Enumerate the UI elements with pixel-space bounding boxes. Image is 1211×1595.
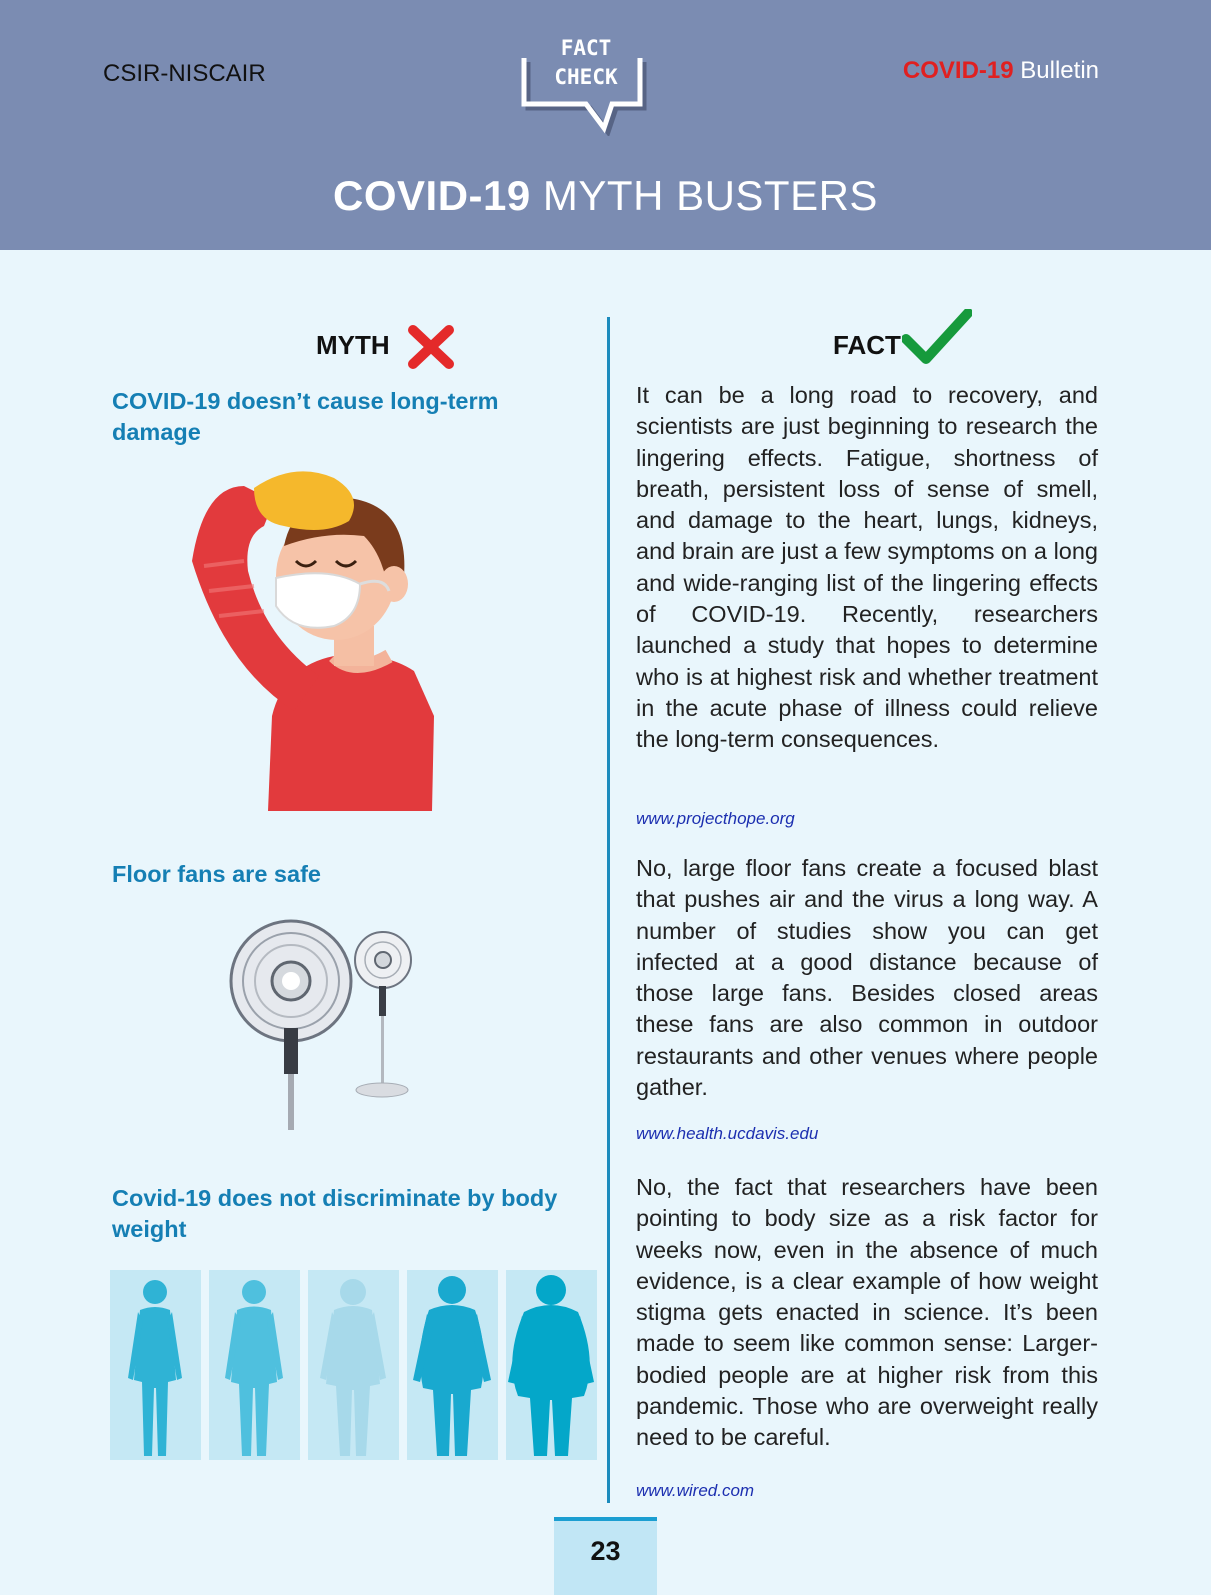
myth-3-title: Covid-19 does not discriminate by body weight bbox=[112, 1185, 558, 1242]
body-weight-illustration bbox=[110, 1270, 597, 1460]
column-divider bbox=[607, 317, 610, 1503]
bulletin-word: Bulletin bbox=[1013, 57, 1099, 84]
header-band bbox=[0, 0, 1211, 250]
page-number: 23 bbox=[554, 1517, 657, 1595]
title-bold: COVID-19 bbox=[333, 172, 531, 219]
bulletin-label bbox=[903, 57, 1099, 85]
sick-person-illustration bbox=[184, 466, 444, 811]
fact-check-line2: CHECK bbox=[554, 65, 618, 89]
fact-3-source[interactable]: www.wired.com bbox=[636, 1481, 755, 1500]
fact-header bbox=[833, 330, 901, 361]
fact-1-text: It can be a long road to recovery, and scientists are just beginning to research the lingering effects. Fatigue, shortness of breath, persistent loss of sense of smell, and damage to the heart, lungs, kidneys, and brain are just a few symptoms on a long and wide-ranging list of the lingering effects of COVID-19. Recently, researchers launched a study that hopes to determine who is at highest risk and whether treatment in the acute phase of illness could relieve the long-term consequences. bbox=[636, 382, 1098, 753]
page-title bbox=[0, 172, 1211, 220]
myth-header bbox=[316, 330, 390, 361]
myth-2-title: Floor fans are safe bbox=[112, 861, 321, 887]
fact-label: FACT bbox=[833, 330, 901, 360]
fact-2-source[interactable]: www.health.ucdavis.edu bbox=[636, 1124, 819, 1143]
fact-check-logo bbox=[516, 32, 656, 136]
fact-1-source[interactable]: www.projecthope.org bbox=[636, 809, 795, 828]
floor-fans-illustration bbox=[228, 918, 428, 1130]
fact-check-line1: FACT bbox=[560, 36, 612, 60]
bulletin-covid: COVID-19 bbox=[902, 57, 1014, 84]
myth-label: MYTH bbox=[316, 330, 390, 360]
fact-3-text: No, the fact that researchers have been pointing to body size as a risk factor for weeks now, even in the absence of much evidence, is a clear example of how weight stigma gets enacted in science. It’s been made to seem like common sense: Larger-bodied people are at higher risk from this pandemic. Those who are overweight really need to be careful. bbox=[636, 1174, 1098, 1451]
publisher-name: CSIR-NISCAIR bbox=[103, 60, 266, 87]
fact-2-text: No, large floor fans create a focused blast that pushes air and the virus a long way. A number of studies show you can get infected at a good distance because of those large fans. Besides closed areas these fans are also common in outdoor restaurants and other venues where people gather. bbox=[636, 855, 1098, 1101]
myth-1-title: COVID-19 doesn’t cause long-term damage bbox=[112, 388, 499, 445]
cross-icon bbox=[407, 324, 455, 370]
checkmark-icon bbox=[902, 309, 972, 367]
title-rest: MYTH BUSTERS bbox=[530, 172, 878, 219]
